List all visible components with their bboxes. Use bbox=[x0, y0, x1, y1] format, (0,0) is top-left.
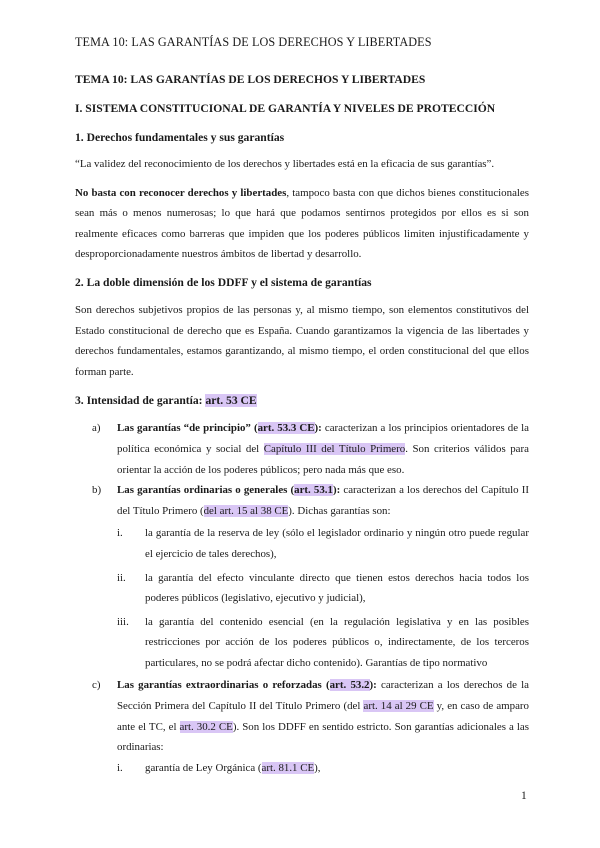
article-reference: art. 53 CE bbox=[205, 394, 257, 408]
running-header: TEMA 10: LAS GARANTÍAS DE LOS DERECHOS Y LIBERTADES bbox=[75, 35, 432, 49]
sublist-item: i. garantía de Ley Orgánica (art. 81.1 CE), bbox=[117, 761, 321, 774]
document-title: TEMA 10: LAS GARANTÍAS DE LOS DERECHOS Y LIBERTADES bbox=[75, 73, 426, 86]
paragraph-1-lead: No basta con reconocer derechos y libertades bbox=[75, 186, 287, 199]
document-body bbox=[75, 68, 529, 778]
article-range-reference: del art. 15 al 38 CE bbox=[203, 504, 289, 517]
page-number: 1 bbox=[521, 790, 527, 802]
subsection-heading-2: 2. La doble dimensión de los DDFF y el sistema de garantías bbox=[75, 275, 372, 289]
list-item-c: c) Las garantías extraordinarias o reforzadas (art. 53.2): caracterizan a los derechos de la Sección Primera del Capítulo II del Título Primero (del art. 14 al 29 CE y, en caso de amparo ante el TC, el art. 30.2 CE). Son los DDFF en sentido estricto. Son garantías adicionales a las ordinarias: i. garantía de Ley Orgánica (art. 81.1 CE), bbox=[75, 675, 529, 778]
list-item-b: b) Las garantías ordinarias o generales (art. 53.1): caracterizan a los derechos del Capítulo II del Título Primero (del art. 15 al 38 CE). Dichas garantías son: i. la garantía de la reserva de ley (sólo el legislador ordinario y ningún otro puede regular el ejercicio de tales derechos), ii. la garantía del efecto vinculante directo que tienen estos derechos hacia todos los poderes públicos (legislativo, ejecutivo y judicial), iii. la garantía del contenido esencial (en la regulación legislativa y en las posibles restricciones por acción de los poderes públicos o, indirectamente, de los terceros particulares, no se podrá afectar dicho contenido). Garantías de tipo normativo bbox=[75, 480, 529, 673]
article-reference: art. 30.2 CE bbox=[179, 720, 233, 733]
sublist-item: iii. la garantía del contenido esencial (en la regulación legislativa y en las posibles restricciones por acción de los poderes públicos o, indirectamente, de los terceros particulares, no se podrá afectar dicho contenido). Garantías de tipo normativo bbox=[117, 615, 529, 669]
guarantee-list bbox=[75, 418, 529, 778]
article-reference: art. 53.1 bbox=[294, 484, 333, 497]
sublist-b bbox=[117, 523, 529, 673]
article-reference: art. 53.3 CE bbox=[257, 422, 315, 435]
sublist-item: ii. la garantía del efecto vinculante directo que tienen estos derechos hacia todos los poderes públicos (legislativo, ejecutivo y judicial), bbox=[117, 571, 529, 605]
article-reference: art. 81.1 CE bbox=[261, 761, 315, 774]
paragraph-1 bbox=[75, 183, 529, 265]
subsection-heading-1: 1. Derechos fundamentales y sus garantías bbox=[75, 131, 285, 144]
list-item-a: a) Las garantías “de principio” (art. 53.3 CE): caracterizan a los principios orientadores de la política económica y social del Capítulo III del Título Primero. Son criterios válidos para orientar la acción de los poderes públicos; pero nada más que eso. bbox=[75, 418, 529, 480]
article-reference: art. 53.2 bbox=[329, 679, 370, 692]
subsection-heading-3 bbox=[75, 393, 529, 409]
list-marker: c) bbox=[92, 679, 101, 692]
chapter-reference: Capítulo III del Título Primero bbox=[263, 442, 406, 455]
section-heading: I. SISTEMA CONSTITUCIONAL DE GARANTÍA Y NIVELES DE PROTECCIÓN bbox=[75, 102, 496, 115]
subsection-heading-3-text: 3. Intensidad de garantía: bbox=[75, 394, 206, 408]
quote-paragraph: “La validez del reconocimiento de los derechos y libertades está en la eficacia de sus garantías”. bbox=[75, 158, 495, 170]
sublist-item: i. la garantía de la reserva de ley (sólo el legislador ordinario y ningún otro puede regular el ejercicio de tales derechos), bbox=[117, 527, 529, 560]
paragraph-1-text: , tampoco basta con que dichos bienes constitucionales sean más o menos numerosas; lo que hará que podamos sentirnos protegidos por ellos es si son realmente eficaces como barreras que impiden que los poderes públicos limiten injustificadamente y desproporcionadamente nuestros ámbitos de libertad y desarrollo. bbox=[75, 186, 530, 261]
list-marker: b) bbox=[92, 484, 102, 497]
sublist-c bbox=[117, 758, 529, 779]
paragraph-2: Son derechos subjetivos propios de las personas y, al mismo tiempo, son elementos constitutivos del Estado constitucional de derecho que es España. Cuando garantizamos la vigencia de las libertades y derechos fundamentales, estamos garantizando, al mismo tiempo, el orden constitucional del que ellos forman parte. bbox=[75, 303, 529, 378]
article-range-reference: art. 14 al 29 CE bbox=[363, 700, 434, 713]
list-marker: a) bbox=[92, 422, 101, 435]
